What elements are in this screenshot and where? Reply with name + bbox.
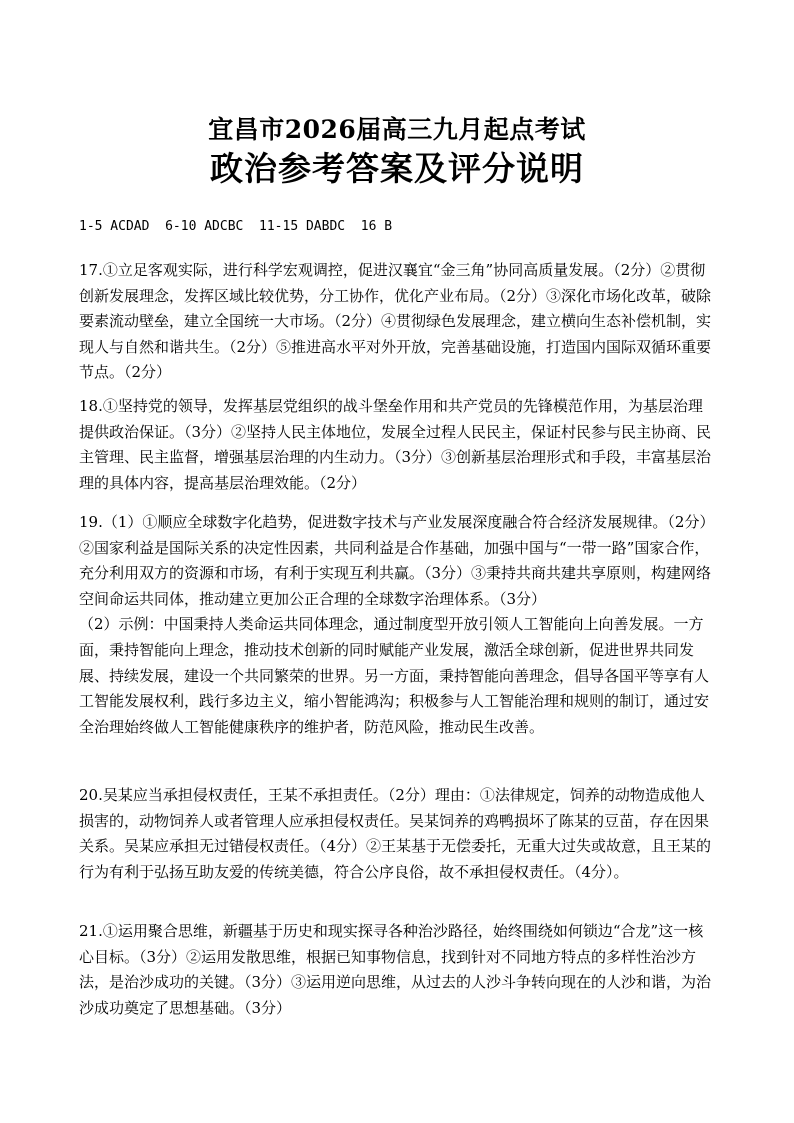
- question-21-answer: [79, 919, 717, 1021]
- question-17-answer: [79, 258, 717, 386]
- answer-paragraph: 18.①坚持党的领导，发挥基层党组织的战斗堡垒作用和共产党员的先锋模范作用，为基层治理提供政治保证。（3分）②坚持人民主体地位，发展全过程人民民主，保证村民参与民主协商、民主管理、民主监督，增强基层治理的内生动力。（3分）③创新基层治理形式和手段，丰富基层治理的具体内容，提高基层治理效能。（2分）: [79, 397, 712, 492]
- answer-paragraph: 21.①运用聚合思维，新疆基于历史和现实探寻各种治沙路径，始终围绕如何锁边“合龙”这一核心目标。（3分）②运用发散思维，根据已知事物信息，找到针对不同地方特点的多样性治沙方法，是治沙成功的关键。（3分）③运用逆向思维，从过去的人沙斗争转向现在的人沙和谐，为治沙成功奠定了思想基础。（3分）: [79, 922, 712, 1017]
- answer-paragraph-part-2: （2）示例：中国秉持人类命运共同体理念，通过制度型开放引领人工智能向上向善发展。一方面，秉持智能向上理念，推动技术创新的同时赋能产业发展，激活全球创新，促进世界共同发展、持续发展，建设一个共同繁荣的世界。另一方面，秉持智能向善理念，倡导各国平等享有人工智能发展权利，践行多边主义，缩小智能鸿沟；积极参与人工智能治理和规则的制订，通过安全治理始终做人工智能健康秩序的维护者，防范风险，推动民生改善。: [79, 615, 710, 736]
- question-19-answer: [79, 510, 717, 740]
- question-18-answer: [79, 394, 717, 496]
- answer-paragraph: 20.吴某应当承担侵权责任，王某不承担责任。（2分）理由：①法律规定，饲养的动物造成他人损害的，动物饲养人或者管理人应承担侵权责任。吴某饲养的鸡鸭损坏了陈某的豆苗，存在因果关系。吴某应承担无过错侵权责任。（4分）②王某基于无偿委托，无重大过失或故意，且王某的行为有利于弘扬互助友爱的传统美德，符合公序良俗，故不承担侵权责任。（4分）。: [79, 786, 712, 881]
- answer-paragraph-part-1: 19.（1）①顺应全球数字化趋势，促进数字技术与产业发展深度融合符合经济发展规律。（2分）②国家利益是国际关系的决定性因素，共同利益是合作基础，加强中国与“一带一路”国家合作，充分利用双方的资源和市场，有利于实现互利共赢。（3分）③秉持共商共建共享原则，构建网络空间命运共同体，推动建立更加公正合理的全球数字治理体系。（3分）: [79, 513, 715, 608]
- question-20-answer: [79, 783, 717, 885]
- multiple-choice-answers: 1-5 ACDAD 6-10 ADCBC 11-15 DABDC 16 B: [79, 219, 393, 234]
- exam-title: 宜昌市2026届高三九月起点考试: [208, 115, 586, 144]
- answer-paragraph: 17.①立足客观实际，进行科学宏观调控，促进汉襄宜“金三角”协同高质量发展。（2分）②贯彻创新发展理念，发挥区域比较优势，分工协作，优化产业布局。（2分）③深化市场化改革，破除要素流动壁垒，建立全国统一大市场。（2分）④贯彻绿色发展理念，建立横向生态补偿机制，实现人与自然和谐共生。（2分）⑤推进高水平对外开放，完善基础设施，打造国内国际双循环重要节点。（2分）: [79, 261, 712, 382]
- answer-key-title: 政治参考答案及评分说明: [210, 149, 584, 188]
